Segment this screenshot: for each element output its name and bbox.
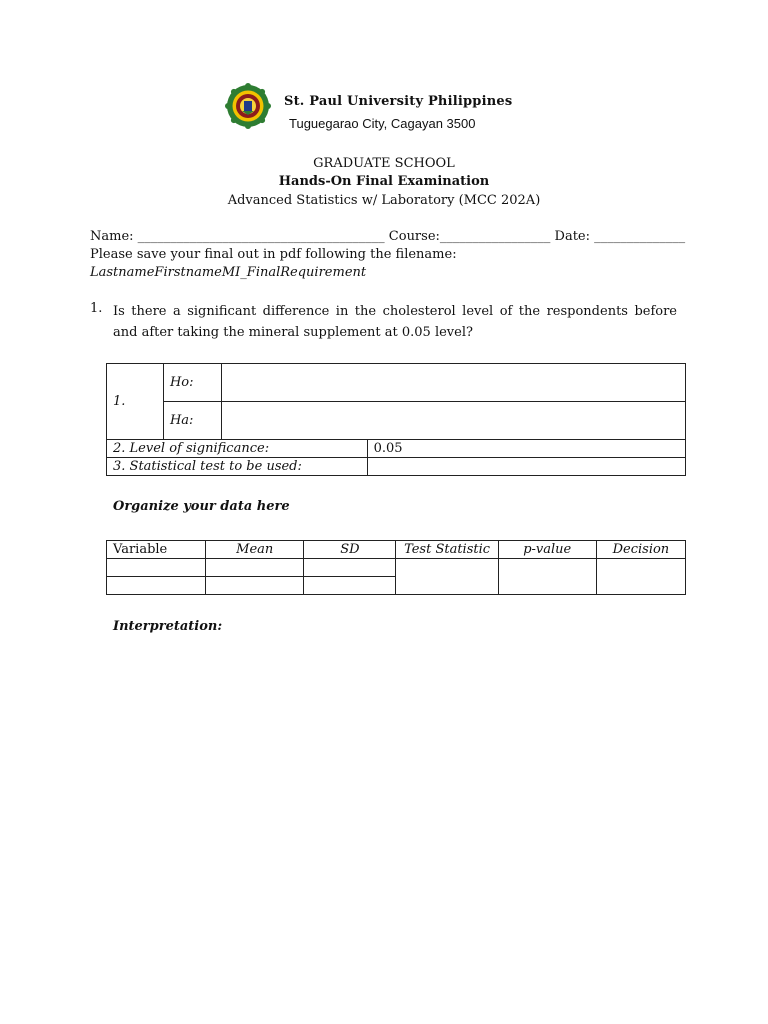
table-row xyxy=(107,364,686,402)
course-title: Advanced Statistics w/ Laboratory (MCC 202A) xyxy=(227,193,541,208)
ha-label: Ha: xyxy=(163,402,221,440)
header-decision: Decision xyxy=(596,541,685,559)
student-info-line: Name: ______________________________________ Course:_________________ Date: ______________ xyxy=(90,229,686,244)
header-p-value: p-value xyxy=(498,541,596,559)
university-address: Tuguegarao City, Cagayan 3500 xyxy=(289,116,476,131)
table-header-row xyxy=(107,541,686,559)
statistical-test-label: 3. Statistical test to be used: xyxy=(107,458,368,476)
ho-label: Ho: xyxy=(163,364,221,402)
organize-data-label: Organize your data here xyxy=(113,499,290,514)
item-number-cell: 1. xyxy=(107,364,164,440)
university-seal-logo xyxy=(225,83,271,129)
results-table xyxy=(106,540,686,595)
question-text: Is there a significant difference in the cholesterol level of the respondents before and after taking the mineral supplement at 0.05 level? xyxy=(113,304,677,340)
statistical-test-value[interactable] xyxy=(367,458,685,476)
table-row xyxy=(107,458,686,476)
variable-cell[interactable] xyxy=(107,559,206,577)
sd-cell[interactable] xyxy=(304,577,396,595)
test-statistic-cell[interactable] xyxy=(396,559,498,595)
save-instruction: Please save your final out in pdf following the filename: xyxy=(90,247,457,262)
school-name: GRADUATE SCHOOL xyxy=(313,156,455,171)
ho-value-cell[interactable] xyxy=(221,364,685,402)
exam-title: Hands-On Final Examination xyxy=(278,174,490,189)
table-row xyxy=(107,559,686,577)
mean-cell[interactable] xyxy=(206,577,304,595)
header-test-statistic: Test Statistic xyxy=(396,541,498,559)
hypothesis-table xyxy=(106,363,686,476)
filename-format: LastnameFirstnameMI_FinalRequirement xyxy=(90,265,367,280)
significance-label: 2. Level of significance: xyxy=(107,440,368,458)
mean-cell[interactable] xyxy=(206,559,304,577)
question-number: 1. xyxy=(90,301,103,316)
decision-cell[interactable] xyxy=(596,559,685,595)
variable-cell[interactable] xyxy=(107,577,206,595)
header-variable: Variable xyxy=(107,541,206,559)
ha-value-cell[interactable] xyxy=(221,402,685,440)
header-mean: Mean xyxy=(206,541,304,559)
significance-value: 0.05 xyxy=(367,440,685,458)
sd-cell[interactable] xyxy=(304,559,396,577)
table-row xyxy=(107,440,686,458)
table-row xyxy=(107,402,686,440)
header-sd: SD xyxy=(304,541,396,559)
university-name: St. Paul University Philippines xyxy=(284,94,513,109)
p-value-cell[interactable] xyxy=(498,559,596,595)
interpretation-label: Interpretation: xyxy=(113,619,223,634)
